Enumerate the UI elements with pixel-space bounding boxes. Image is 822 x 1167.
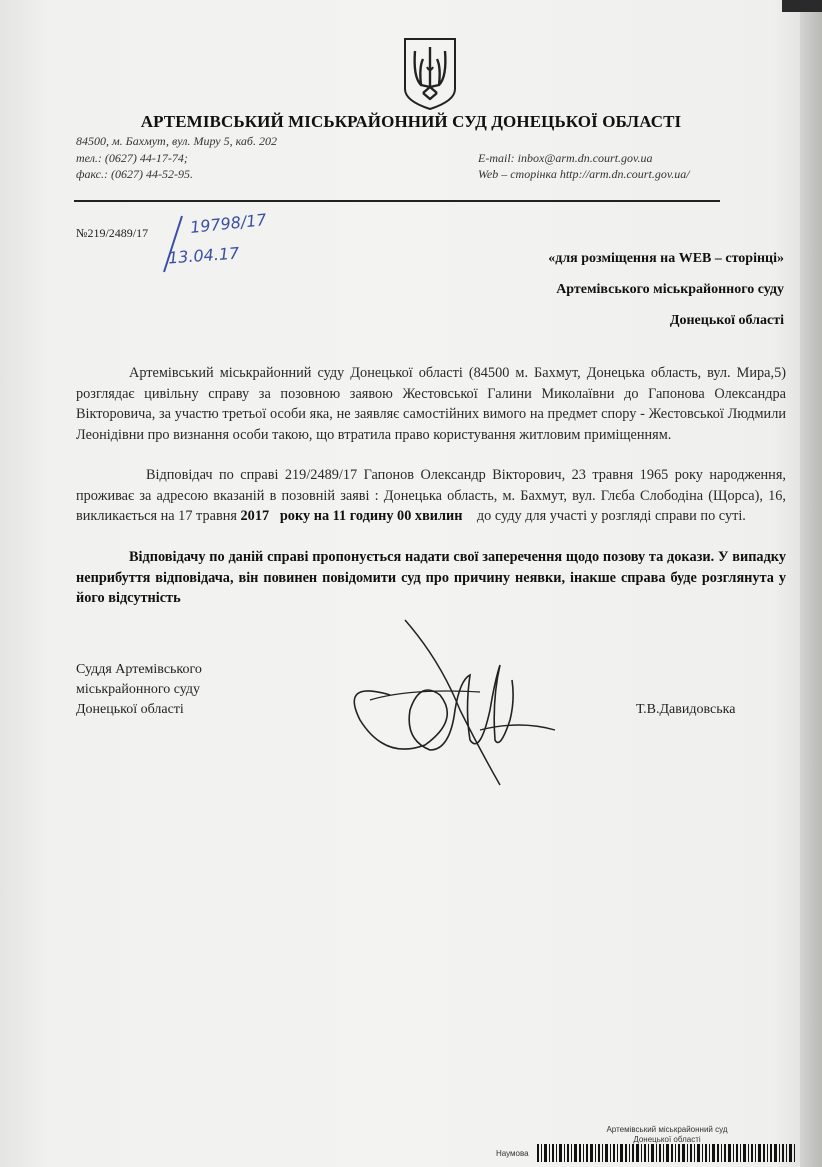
judge-title-line-3: Донецької області (76, 702, 184, 717)
judge-title-line-2: міськрайонного суду (76, 682, 201, 697)
body-paragraph-summons (76, 465, 786, 527)
scan-corner (782, 0, 822, 12)
summons-year: 2017 (240, 508, 270, 524)
judge-name: Т.В.Давидовська (636, 702, 736, 717)
summons-text (76, 465, 786, 527)
scan-edge (800, 0, 822, 1167)
destination-line-2: Артемівського міськрайонного суду (556, 282, 784, 297)
registry-stamp-line-2: Донецької області (633, 1135, 701, 1144)
handwritten-registration-number: 19798/17 (189, 210, 268, 237)
clerk-name: Наумова (496, 1149, 529, 1158)
trident-emblem-icon (401, 37, 459, 111)
handwritten-registration-date: 13.04.17 (167, 243, 240, 268)
court-fax: факс.: (0627) 44-52-95. (76, 167, 193, 181)
handwritten-signature (330, 600, 570, 790)
court-phone: тел.: (0627) 44-17-74; (76, 151, 188, 165)
case-reference: №219/2489/17 (76, 226, 149, 240)
court-address: 84500, м. Бахмут, вул. Миру 5, каб. 202 (76, 134, 277, 148)
registry-barcode (537, 1144, 797, 1162)
court-name-heading: АРТЕМІВСЬКИЙ МІСЬКРАЙОННИЙ СУД ДОНЕЦЬКОЇ ОБЛАСТІ (140, 112, 682, 131)
registry-stamp-line-1: Артемівський міськрайонний суд (606, 1125, 728, 1134)
destination-line-1: «для розміщення на WEB – сторінці» (548, 251, 784, 266)
header-divider (74, 200, 720, 202)
notice-text: Відповідачу по даній справі пропонується надати свої заперечення щодо позову та докази. У випадку неприбуття відповідача, він повинен повідомити суд про причину неявки, інакше справа буде розглянута у його відсутність (76, 549, 786, 606)
registry-stamp (592, 1125, 742, 1145)
judge-title-block (76, 660, 202, 720)
summons-details: Відповідач по справі 219/2489/17 Гапонов Олександр Вікторович, 23 травня 1965 року народження, проживає за адресою вказаній в позовній заяві : Донецька область, м. Бахмут, вул. Глєба Слободіна (Щорса), 16, викликається на 17 травня (76, 467, 786, 524)
court-email: E-mail: inbox@arm.dn.court.gov.ua (478, 151, 653, 165)
destination-line-3: Донецької області (669, 313, 784, 328)
judge-title-line-1: Суддя Артемівського (76, 662, 202, 677)
court-website: Web – сторінка http://arm.dn.court.gov.ua/ (478, 167, 690, 181)
summons-purpose: до суду для участі у розгляді справи по суті. (462, 508, 746, 524)
body-paragraph-case (76, 363, 786, 445)
case-description: Артемівський міськрайонний суду Донецької області (84500 м. Бахмут, Донецька область, вул. Мира,5) розглядає цивільну справу за позовною заявою Жестовської Галини Миколаївни до Гапонова Олександра Вікторовича, за участю третьої особи яка, не заявляє самостійних вимого на предмет спору - Жестовської Людмили Леонідівни про визнання особи такою, що втратила право користування житловим приміщенням. (76, 365, 786, 443)
summons-time: року на 11 годину 00 хвилин (269, 508, 463, 524)
